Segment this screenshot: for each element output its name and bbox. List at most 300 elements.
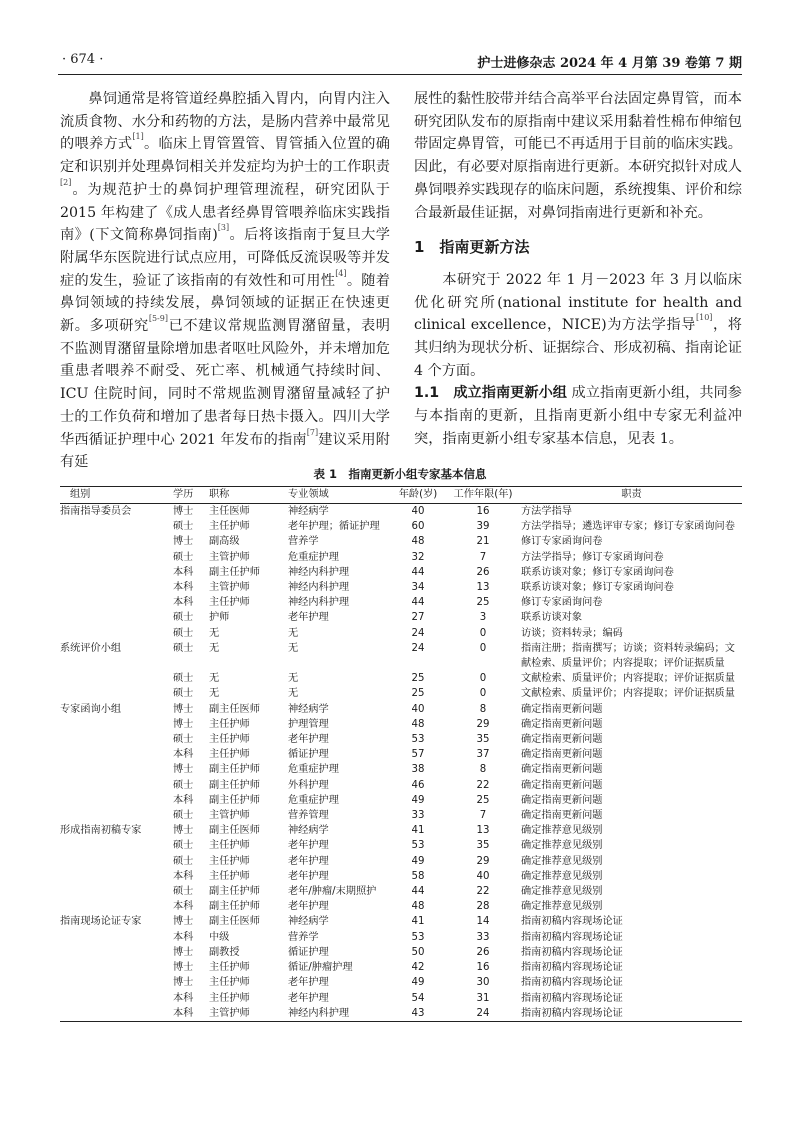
cell-group	[60, 519, 173, 534]
cell-group	[60, 534, 173, 549]
cell-title: 副主任护师	[209, 764, 260, 776]
cell-title: 护师	[209, 612, 230, 624]
cell-age: 34	[411, 582, 425, 594]
cell-age: 60	[411, 521, 425, 533]
cell-years: 13	[476, 825, 490, 837]
cell-group	[60, 595, 173, 610]
cell-duty: 联系访谈对象；修订专家函询问卷	[521, 582, 674, 594]
cell-group	[60, 778, 173, 793]
cell-title: 主任护师	[209, 749, 250, 761]
page-number: · 674 ·	[62, 52, 104, 67]
cell-group	[60, 854, 173, 869]
table-header-row	[60, 487, 742, 504]
cell-duty: 文献检索、质量评价；内容提取；评价证据质量	[521, 688, 735, 700]
cell-field: 外科护理	[288, 779, 329, 791]
table-row	[60, 762, 742, 777]
cell-group	[60, 550, 173, 565]
cell-duty: 指南注册；指南撰写；访谈；资料转录编码；文献检索、质量评价；内容提取；评价证据质量	[521, 642, 735, 670]
cell-field: 神经病学	[288, 825, 329, 837]
cell-field: 营养学	[288, 536, 319, 548]
cell-years: 28	[476, 901, 490, 913]
table-row	[60, 778, 742, 793]
cell-title: 副主任护师	[209, 901, 260, 913]
cell-education: 硕士	[173, 521, 194, 533]
cell-education: 本科	[173, 931, 194, 943]
cell-duty: 确定指南更新问题	[521, 810, 603, 822]
cell-education: 硕士	[173, 551, 194, 563]
table-row	[60, 702, 742, 717]
cell-title: 主管护师	[209, 810, 250, 822]
cell-field: 老年护理	[288, 840, 329, 852]
table-row	[60, 899, 742, 914]
cell-age: 44	[411, 886, 425, 898]
cell-group	[60, 945, 173, 960]
subsection-1-1-title: 1.1 成立指南更新小组	[414, 385, 567, 402]
cell-duty: 确定指南更新问题	[521, 749, 603, 761]
text-run: 鼻饲通常是将管道经鼻腔插入胃内，向胃内注入流质食物、水分和药物的方法，是肠内营养中最常见的喂养方式	[60, 91, 390, 153]
cell-title: 主任护师	[209, 597, 250, 609]
table-row	[60, 945, 742, 960]
cell-years: 29	[476, 855, 490, 867]
cell-years: 0	[479, 642, 487, 654]
cell-group	[60, 762, 173, 777]
cell-education: 本科	[173, 749, 194, 761]
cell-education: 博士	[173, 764, 194, 776]
cell-years: 31	[476, 992, 490, 1004]
cell-education: 硕士	[173, 627, 194, 639]
cell-age: 49	[411, 977, 425, 989]
cell-field: 神经内科护理	[288, 582, 350, 594]
cell-field: 营养管理	[288, 810, 329, 822]
page-header	[0, 0, 800, 71]
cell-group	[60, 565, 173, 580]
cell-duty: 指南初稿内容现场论证	[521, 1007, 623, 1019]
table-row	[60, 823, 742, 838]
cell-duty: 指南初稿内容现场论证	[521, 946, 623, 958]
cell-education: 硕士	[173, 642, 194, 654]
col-header-title: 职称	[209, 489, 230, 501]
cell-age: 40	[411, 506, 425, 517]
cell-field: 老年护理	[288, 734, 329, 746]
table-row	[60, 732, 742, 747]
table-row	[60, 671, 742, 686]
cell-education: 本科	[173, 582, 194, 594]
methods-paragraph	[414, 269, 742, 383]
cell-title: 无	[209, 673, 220, 685]
table-row	[60, 869, 742, 884]
cell-education: 博士	[173, 506, 194, 517]
cell-education: 本科	[173, 901, 194, 913]
cell-age: 41	[411, 825, 425, 837]
table-row	[60, 519, 742, 534]
cell-education: 本科	[173, 1007, 194, 1019]
citation-ref: [3]	[217, 223, 230, 233]
cell-duty: 修订专家函询问卷	[521, 597, 603, 609]
cell-education: 硕士	[173, 810, 194, 822]
table-row	[60, 610, 742, 625]
cell-field: 神经内科护理	[288, 597, 350, 609]
cell-age: 24	[411, 642, 425, 654]
cell-title: 主任护师	[209, 521, 250, 533]
cell-age: 48	[411, 536, 425, 548]
cell-age: 43	[411, 1007, 425, 1019]
cell-duty: 确定推荐意见级别	[521, 825, 603, 837]
subsection-1-1-text: 成立指南更新小组，共同参与本指南的更新，且指南更新小组中专家无利益冲突，指南更新小组专家基本信息，见表 1。	[414, 385, 742, 447]
cell-years: 8	[479, 703, 487, 715]
cell-group	[60, 793, 173, 808]
cell-education: 本科	[173, 992, 194, 1004]
cell-years: 22	[476, 886, 490, 898]
cell-field: 神经内科护理	[288, 1007, 350, 1019]
cell-education: 本科	[173, 794, 194, 806]
cell-age: 44	[411, 566, 425, 578]
cell-education: 本科	[173, 566, 194, 578]
cell-field: 危重症护理	[288, 764, 339, 776]
cell-field: 无	[288, 688, 299, 700]
table-caption: 表 1 指南更新小组专家基本信息	[313, 467, 487, 481]
table-row	[60, 838, 742, 853]
text-run: ，将其归纳为现状分析、证据综合、形成初稿、指南论证 4 个方面。	[414, 317, 742, 379]
cell-education: 博士	[173, 916, 194, 928]
header-rule	[58, 74, 742, 75]
cell-duty: 指南初稿内容现场论证	[521, 977, 623, 989]
cell-age: 25	[411, 673, 425, 685]
cell-group	[60, 686, 173, 701]
citation-ref: [4]	[335, 268, 347, 278]
text-run: 建议采用附有延	[60, 431, 390, 471]
table-row	[60, 565, 742, 580]
cell-education: 硕士	[173, 688, 194, 700]
cell-years: 25	[476, 794, 490, 806]
cell-duty: 确定推荐意见级别	[521, 855, 603, 867]
cell-years: 35	[476, 840, 490, 852]
text-run: 已不建议常规监测胃潴留量，表明不监测胃潴留量除增加患者呕吐风险外，并未增加危重患者喂养不耐受、死亡率、机械通气持续时间、ICU 住院时间，同时不常规监测胃潴留量减轻了护士的工作负荷和增加了患者每日热卡摄入。四川大学华西循证护理中心 2021 年发布的指南	[60, 318, 390, 448]
cell-years: 24	[476, 1007, 490, 1019]
text-run: 。后将该指南于复旦大学附属华东医院进行试点应用，可降低反流误吸等并发症的发生，验证了该指南的有效性和可用性	[60, 227, 390, 289]
cell-years: 14	[476, 916, 490, 928]
cell-group	[60, 626, 173, 641]
journal-info: 护士进修杂志 2024 年 4 月第 39 卷第 7 期	[477, 56, 742, 71]
cell-duty: 指南初稿内容现场论证	[521, 992, 623, 1004]
cell-education: 硕士	[173, 734, 194, 746]
right-column	[414, 88, 742, 451]
citation-ref: [2]	[60, 177, 72, 187]
cell-education: 本科	[173, 870, 194, 882]
cell-age: 49	[411, 855, 425, 867]
cell-title: 主管护师	[209, 1007, 250, 1019]
cell-education: 博士	[173, 536, 194, 548]
cell-education: 博士	[173, 977, 194, 989]
cell-age: 42	[411, 962, 425, 974]
text-run: 。临床上胃管置管、胃管插入位置的确定和识别并处理鼻饲相关并发症均为护士的工作职责	[60, 136, 390, 176]
cell-years: 21	[476, 536, 490, 548]
col-header-years: 工作年限(年)	[453, 489, 513, 501]
table-row	[60, 504, 742, 520]
cell-years: 7	[479, 810, 487, 822]
cell-field: 护理管理	[288, 718, 329, 730]
cell-duty: 方法学指导；修订专家函询问卷	[521, 551, 664, 563]
cell-education: 博士	[173, 962, 194, 974]
cell-field: 神经病学	[288, 506, 329, 517]
cell-years: 0	[479, 627, 487, 639]
cell-years: 0	[479, 688, 487, 700]
cell-years: 22	[476, 779, 490, 791]
table-row	[60, 914, 742, 929]
table-row	[60, 580, 742, 595]
cell-group	[60, 1006, 173, 1022]
cell-group	[60, 960, 173, 975]
cell-title: 主任护师	[209, 718, 250, 730]
cell-education: 博士	[173, 718, 194, 730]
cell-education: 硕士	[173, 840, 194, 852]
cell-group	[60, 899, 173, 914]
cell-title: 主任护师	[209, 734, 250, 746]
table-row	[60, 1006, 742, 1022]
cell-duty: 确定推荐意见级别	[521, 870, 603, 882]
cell-title: 主任护师	[209, 962, 250, 974]
cell-title: 副主任护师	[209, 779, 260, 791]
table-row	[60, 686, 742, 701]
cell-age: 57	[411, 749, 425, 761]
cell-age: 49	[411, 794, 425, 806]
col-header-age: 年龄(岁)	[398, 489, 438, 501]
cell-group: 形成指南初稿专家	[60, 825, 142, 837]
cell-group: 指南现场论证专家	[60, 916, 142, 928]
cell-field: 神经内科护理	[288, 566, 350, 578]
cell-field: 循证/肿瘤护理	[288, 962, 353, 974]
cell-field: 循证护理	[288, 749, 329, 761]
table-row	[60, 595, 742, 610]
cell-title: 无	[209, 627, 220, 639]
cell-field: 营养学	[288, 931, 319, 943]
table-row	[60, 717, 742, 732]
cell-education: 硕士	[173, 779, 194, 791]
cell-duty: 修订专家函询问卷	[521, 536, 603, 548]
cell-years: 39	[476, 521, 490, 533]
cell-field: 神经病学	[288, 916, 329, 928]
cell-duty: 确定推荐意见级别	[521, 840, 603, 852]
cell-group	[60, 717, 173, 732]
cell-group: 系统评价小组	[60, 642, 122, 654]
cell-field: 无	[288, 642, 299, 654]
cell-title: 主任护师	[209, 840, 250, 852]
cell-group	[60, 671, 173, 686]
cell-title: 副高级	[209, 536, 240, 548]
cell-title: 主任护师	[209, 992, 250, 1004]
cell-age: 38	[411, 764, 425, 776]
cell-group	[60, 975, 173, 990]
cell-duty: 文献检索、质量评价；内容提取；评价证据质量	[521, 673, 735, 685]
cell-duty: 联系访谈对象	[521, 612, 583, 624]
cell-years: 40	[476, 870, 490, 882]
citation-ref: [5-9]	[148, 314, 168, 324]
cell-field: 老年护理	[288, 870, 329, 882]
cell-field: 危重症护理	[288, 551, 339, 563]
cell-age: 25	[411, 688, 425, 700]
cell-years: 29	[476, 718, 490, 730]
cell-title: 主管护师	[209, 551, 250, 563]
cell-group	[60, 747, 173, 762]
text-run: 。为规范护士的鼻饲护理管理流程，研究团队于 2015 年构建了《成人患者经鼻胃管喂养临床实践指南》(下文简称鼻饲指南)	[60, 181, 390, 244]
col-header-education: 学历	[173, 489, 194, 501]
cell-age: 24	[411, 627, 425, 639]
cell-field: 老年/肿瘤/末期照护	[288, 886, 377, 898]
cell-title: 副主任医师	[209, 916, 260, 928]
cell-field: 无	[288, 673, 299, 685]
cell-title: 主任护师	[209, 977, 250, 989]
cell-title: 主任医师	[209, 506, 250, 517]
cell-age: 33	[411, 810, 425, 822]
cell-education: 博士	[173, 825, 194, 837]
cell-title: 副主任医师	[209, 703, 260, 715]
cell-title: 无	[209, 688, 220, 700]
cell-duty: 指南初稿内容现场论证	[521, 962, 623, 974]
cell-group	[60, 884, 173, 899]
cell-duty: 确定推荐意见级别	[521, 886, 603, 898]
intro-paragraph	[60, 88, 390, 474]
text-run: 。随着鼻饲领域的持续发展，鼻饲领域的证据正在快速更新。多项研究	[60, 272, 390, 335]
cell-years: 30	[476, 977, 490, 989]
cell-title: 主任护师	[209, 855, 250, 867]
cell-title: 主任护师	[209, 870, 250, 882]
cell-group	[60, 869, 173, 884]
table-row	[60, 534, 742, 549]
cell-group	[60, 808, 173, 823]
cell-years: 0	[479, 673, 487, 685]
cell-education: 本科	[173, 597, 194, 609]
cell-age: 27	[411, 612, 425, 624]
cell-years: 33	[476, 931, 490, 943]
table-row	[60, 641, 742, 671]
table-row	[60, 550, 742, 565]
table-row	[60, 854, 742, 869]
cell-group	[60, 580, 173, 595]
cell-years: 35	[476, 734, 490, 746]
expert-info-table	[60, 486, 742, 1022]
text-run: 本研究于 2022 年 1 月－2023 年 3 月以临床优化研究所(national institute for health and clinical excellence，NICE)为方法学指导	[414, 271, 742, 334]
cell-duty: 确定指南更新问题	[521, 779, 603, 791]
cell-years: 26	[476, 566, 490, 578]
cell-duty: 方法学指导；遴选评审专家；修订专家函询问卷	[521, 521, 735, 533]
cell-duty: 指南初稿内容现场论证	[521, 931, 623, 943]
cell-group	[60, 838, 173, 853]
cell-education: 硕士	[173, 612, 194, 624]
cell-years: 3	[479, 612, 487, 624]
cell-age: 53	[411, 734, 425, 746]
cell-duty: 确定指南更新问题	[521, 794, 603, 806]
cell-group: 专家函询小组	[60, 703, 122, 715]
cell-education: 博士	[173, 703, 194, 715]
cell-education: 硕士	[173, 673, 194, 685]
table-row	[60, 626, 742, 641]
cell-field: 神经病学	[288, 703, 329, 715]
cell-age: 50	[411, 946, 425, 958]
cell-age: 54	[411, 992, 425, 1004]
cell-field: 老年护理	[288, 901, 329, 913]
cell-duty: 确定指南更新问题	[521, 734, 603, 746]
intro-paragraph-continued: 展性的黏性胶带并结合高举平台法固定鼻胃管，而本研究团队发布的原指南中建议采用黏着性棉布伸缩包带固定鼻胃管，可能已不再适用于目前的临床实践。因此，有必要对原指南进行更新。本研究拟针对成人鼻饲喂养实践现存的临床问题，系统搜集、评价和综合最新最佳证据，对鼻饲指南进行更新和补充。	[414, 91, 742, 221]
citation-ref: [1]	[132, 132, 144, 142]
cell-age: 32	[411, 551, 425, 563]
cell-duty: 确定指南更新问题	[521, 764, 603, 776]
cell-duty: 访谈；资料转录；编码	[521, 627, 623, 639]
citation-ref: [7]	[306, 427, 319, 437]
left-column	[60, 88, 390, 474]
cell-years: 16	[476, 506, 490, 517]
table-row	[60, 930, 742, 945]
cell-age: 53	[411, 931, 425, 943]
cell-age: 40	[411, 703, 425, 715]
cell-group	[60, 610, 173, 625]
cell-age: 48	[411, 901, 425, 913]
cell-age: 46	[411, 779, 425, 791]
cell-years: 37	[476, 749, 490, 761]
cell-age: 58	[411, 870, 425, 882]
cell-years: 26	[476, 946, 490, 958]
col-header-field: 专业领域	[288, 489, 329, 501]
cell-field: 老年护理；循证护理	[288, 521, 380, 533]
table-row	[60, 793, 742, 808]
cell-duty: 确定指南更新问题	[521, 718, 603, 730]
cell-years: 16	[476, 962, 490, 974]
cell-group	[60, 732, 173, 747]
cell-field: 老年护理	[288, 977, 329, 989]
table-row	[60, 808, 742, 823]
table-row	[60, 884, 742, 899]
cell-duty: 指南初稿内容现场论证	[521, 916, 623, 928]
cell-field: 无	[288, 627, 299, 639]
col-header-group: 组别	[70, 489, 91, 501]
cell-education: 硕士	[173, 886, 194, 898]
cell-duty: 方法学指导	[521, 506, 572, 517]
cell-group: 指南指导委员会	[60, 506, 132, 517]
cell-education: 硕士	[173, 855, 194, 867]
cell-group	[60, 991, 173, 1006]
cell-title: 副主任医师	[209, 825, 260, 837]
cell-age: 48	[411, 718, 425, 730]
cell-title: 副主任护师	[209, 794, 260, 806]
cell-age: 41	[411, 916, 425, 928]
cell-years: 7	[479, 551, 487, 563]
cell-title: 副教授	[209, 946, 240, 958]
cell-duty: 确定指南更新问题	[521, 703, 603, 715]
cell-years: 13	[476, 582, 490, 594]
cell-title: 中级	[209, 931, 230, 943]
cell-title: 副主任护师	[209, 886, 260, 898]
cell-field: 循证护理	[288, 946, 329, 958]
section-title-methods: 1 指南更新方法	[414, 238, 530, 257]
cell-years: 25	[476, 597, 490, 609]
cell-duty: 确定推荐意见级别	[521, 901, 603, 913]
cell-field: 老年护理	[288, 992, 329, 1004]
table-row	[60, 960, 742, 975]
cell-field: 危重症护理	[288, 794, 339, 806]
cell-field: 老年护理	[288, 612, 329, 624]
cell-age: 53	[411, 840, 425, 852]
cell-years: 8	[479, 764, 487, 776]
cell-education: 博士	[173, 946, 194, 958]
cell-title: 无	[209, 642, 220, 654]
col-header-duty: 职责	[621, 489, 642, 501]
subsection-1-1	[414, 382, 742, 450]
table-row	[60, 975, 742, 990]
cell-field: 老年护理	[288, 855, 329, 867]
cell-title: 主管护师	[209, 582, 250, 594]
cell-duty: 联系访谈对象；修订专家函询问卷	[521, 566, 674, 578]
cell-age: 44	[411, 597, 425, 609]
citation-ref: [10]	[695, 313, 713, 323]
cell-title: 副主任护师	[209, 566, 260, 578]
